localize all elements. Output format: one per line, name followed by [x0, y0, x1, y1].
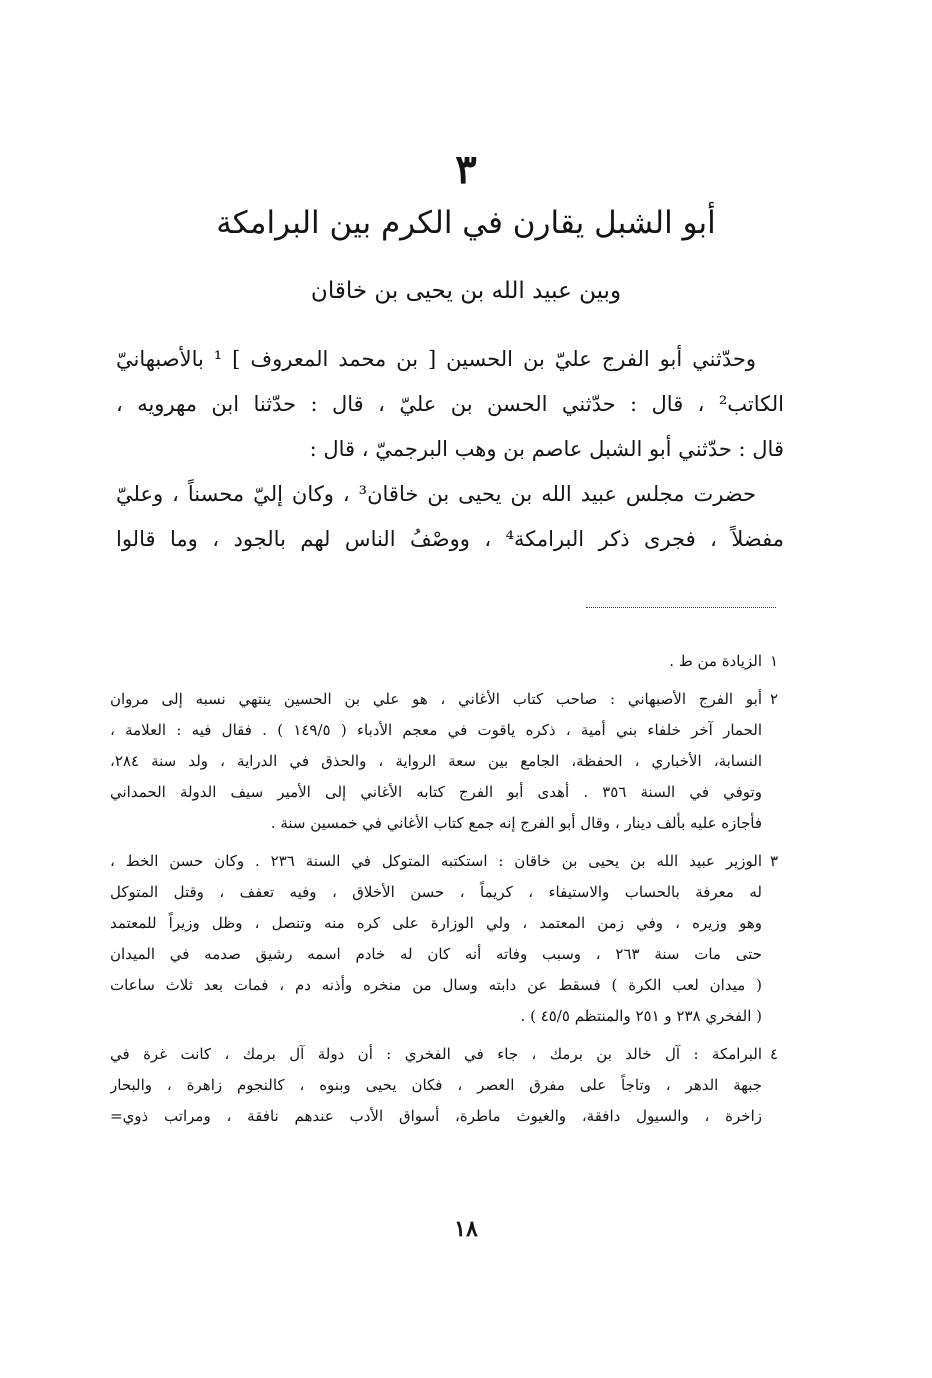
footnote-line: ( الفخري ٢٣٨ و ٢٥١ والمنتظم ٤٥/٥ ) .	[520, 1007, 762, 1025]
footnote-line: ( ميدان لعب الكرة ) فسقط عن دابته وسال من منخره وأذنه دم ، فمات بعد ثلاث ساعات	[110, 976, 762, 994]
footnote-line: النسابة، الأخباري ، الحفظة، الجامع بين سعة الرواية ، والحذق في الدراية ، ولد سنة ٢٨٤،	[110, 752, 762, 770]
footnote-line: أبو الفرج الأصبهاني : صاحب كتاب الأغاني ، هو علي بن الحسين ينتهي نسبه إلى مروان	[110, 690, 762, 708]
footnote-number: ١	[769, 652, 779, 670]
body-line: قال : حدّثني أبو الشبل عاصم بن وهب البرجميّ ، قال :	[309, 437, 784, 461]
footnote-line: الزيادة من ط .	[669, 652, 762, 670]
chapter-subtitle: وبين عبيد الله بن يحيى بن خاقان	[310, 278, 622, 304]
body-line: مفضلاً ، فجرى ذكر البرامكة⁴ ، ووصْفُ الناس لهم بالجود ، وما قالوا	[116, 527, 784, 551]
footnotes	[110, 646, 782, 1139]
body-line: الكاتب² ، قال : حدّثني الحسن بن عليّ ، قال : حدّثنا ابن مهرويه ،	[116, 392, 784, 416]
body-line: حضرت مجلس عبيد الله بن يحيى بن خاقان³ ، وكان إليّ محسناً ، وعليّ	[116, 482, 756, 506]
footnote-2	[110, 684, 782, 839]
footnote-line: وهو وزيره ، وفي زمن المعتمد ، ولي الوزارة على كره منه وتنصل ، وظل وزيراً للمعتمد	[110, 914, 762, 932]
footnote-line: وتوفي في السنة ٣٥٦ . أهدى أبو الفرج كتابه الأغاني إلى الأمير سيف الدولة الحمداني	[110, 783, 762, 801]
footnote-1	[110, 646, 782, 677]
footnote-4	[110, 1039, 782, 1132]
footnote-divider	[586, 607, 776, 608]
footnote-line: جبهة الدهر ، وتاجاً على مفرق العصر ، فكان يحيى وبنوه ، كالنجوم زاهرة ، والبحار	[110, 1076, 762, 1094]
chapter-number: ٣	[455, 146, 477, 193]
footnote-line: الوزير عبيد الله بن يحيى بن خاقان : استكتبه المتوكل في السنة ٢٣٦ . وكان حسن الخط ،	[110, 852, 762, 870]
footnote-line: فأجازه عليه بألف دينار ، وقال أبو الفرج إنه جمع كتاب الأغاني في خمسين سنة .	[270, 814, 762, 832]
page-number: ١٨	[454, 1216, 478, 1242]
footnote-line: له معرفة بالحساب والاستيفاء ، كريماً ، حسن الأخلاق ، وفيه تعفف ، وقتل المتوكل	[110, 883, 762, 901]
footnote-line: الحمار آخر خلفاء بني أمية ، ذكره ياقوت في معجم الأدباء ( ١٤٩/٥ ) . فقال فيه : العلامة ،	[110, 721, 762, 739]
footnote-number: ٤	[769, 1045, 779, 1063]
footnote-number: ٣	[769, 852, 779, 870]
footnote-line: زاخرة ، والسيول دافقة، والغيوث ماطرة، أسواق الأدب عندهم نافقة ، ومراتب ذوي=	[110, 1107, 762, 1125]
footnote-number: ٢	[769, 690, 779, 708]
footnote-3	[110, 846, 782, 1032]
body-line: وحدّثني أبو الفرج عليّ بن الحسين [ بن محمد المعروف ] ¹ بالأصبهانيّ	[116, 347, 756, 371]
chapter-title: أبو الشبل يقارن في الكرم بين البرامكة	[216, 205, 716, 241]
footnote-line: البرامكة : آل خالد بن برمك ، جاء في الفخري : أن دولة آل برمك ، كانت غرة في	[110, 1045, 762, 1063]
footnote-line: حتى مات سنة ٢٦٣ ، وسبب وفاته أنه كان له خادم اسمه رشيق صدمه في الميدان	[110, 945, 762, 963]
body-text	[116, 337, 784, 562]
